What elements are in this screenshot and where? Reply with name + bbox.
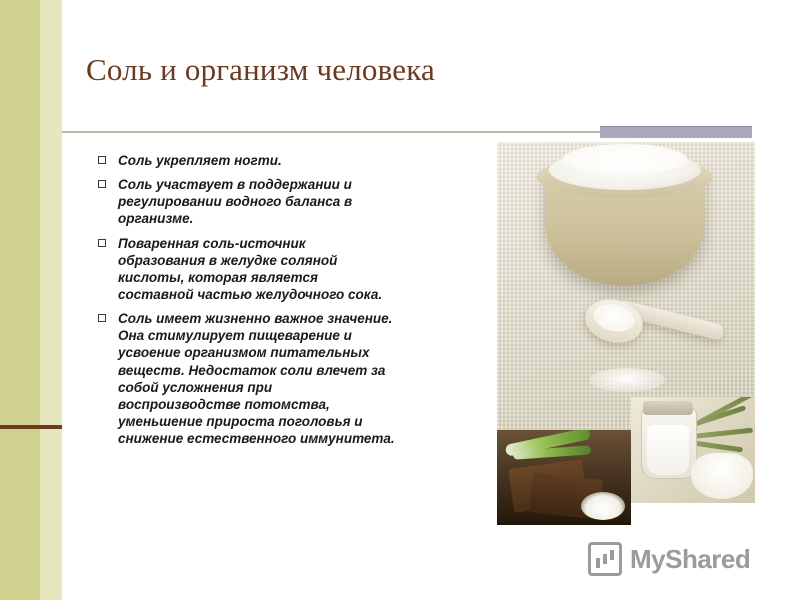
image-salt-jar-with-herbs [631, 397, 755, 503]
spilled-salt [589, 368, 665, 392]
left-accent-line [0, 425, 62, 429]
list-item [96, 152, 396, 169]
image-bowl-of-salt [497, 142, 755, 432]
list-item-label: Соль участвует в поддержании и регулировании водного баланса в организме. [118, 177, 353, 227]
list-item-label: Соль имеет жизненно важное значение. Она стимулирует пищеварение и усвоение организмом питательных веществ. Недостаток соли влечет за собой усложнения при воспроизводстве потомства, уменьшение прироста поголовья и снижение естественного иммунитета. [118, 311, 395, 447]
watermark [588, 542, 750, 576]
jar-lid [643, 401, 693, 415]
bullet-marker-icon [98, 156, 106, 164]
title-divider-cap [600, 126, 752, 138]
bullet-list [96, 152, 396, 454]
list-item [96, 235, 396, 304]
bowl-salt-heap [563, 144, 687, 174]
page-title: Соль и организм человека [86, 52, 435, 87]
list-item [96, 176, 396, 227]
left-decorative-band [0, 0, 62, 600]
presentation-icon [588, 542, 622, 576]
list-item [96, 310, 396, 447]
image-bread-and-salt [497, 430, 631, 525]
left-band-inner-stripe [40, 0, 62, 600]
bullet-marker-icon [98, 239, 106, 247]
salt-pile [691, 453, 753, 499]
bullet-marker-icon [98, 314, 106, 322]
list-item-label: Соль укрепляет ногти. [118, 153, 282, 168]
salt-pile [581, 492, 625, 520]
jar-salt-content [647, 425, 689, 475]
watermark-label: MyShared [630, 543, 751, 574]
bullet-marker-icon [98, 180, 106, 188]
list-item-label: Поваренная соль-источник образования в желудке соляной кислоты, которая является составной частью желудочного сока. [118, 235, 383, 302]
